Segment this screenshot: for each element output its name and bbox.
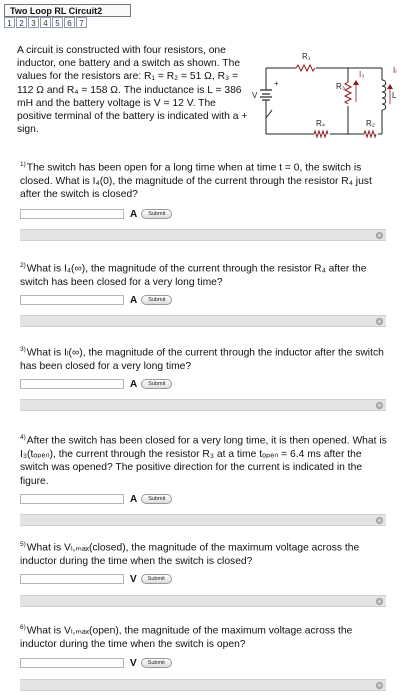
label-v: V (252, 91, 258, 100)
tab-2[interactable]: 2 (16, 17, 27, 28)
question-text: What is Vₗ,ₘₐₓ(open), the magnitude of the maximum voltage across the inductor during the time when the switch is open? (20, 625, 353, 650)
circuit-diagram (252, 48, 402, 150)
tab-3[interactable]: 3 (28, 17, 39, 28)
answer-input[interactable] (20, 658, 124, 668)
question-number: 5) (20, 541, 26, 548)
unit-label: V (130, 573, 137, 585)
question-5 (20, 538, 390, 568)
question-2 (20, 259, 390, 289)
answer-input[interactable] (20, 209, 124, 219)
answer-row-1 (20, 208, 172, 220)
submit-button[interactable]: Submit (141, 295, 172, 305)
expand-icon[interactable]: + (376, 598, 383, 605)
answer-row-5 (20, 573, 172, 585)
expand-icon[interactable]: + (376, 402, 383, 409)
question-tabs (4, 17, 88, 28)
answer-row-4 (20, 493, 172, 505)
tab-5[interactable]: 5 (52, 17, 63, 28)
problem-statement: A circuit is constructed with four resistors, one inductor, one battery and a switch as shown. The values for the resistors are: R₁ = R₂ = 51 Ω, R₃ = 112 Ω and R₄ = 158 Ω. The inductance is L = 386 mH and the battery voltage is V = 12 V. The positive terminal of the battery is indicated with a + sign. (17, 45, 248, 136)
answer-input[interactable] (20, 574, 124, 584)
answer-input[interactable] (20, 494, 124, 504)
unit-label: V (130, 657, 137, 669)
expand-icon[interactable]: + (376, 682, 383, 689)
hint-bar[interactable] (20, 229, 386, 241)
unit-label: A (130, 208, 138, 220)
answer-row-3 (20, 378, 172, 390)
question-number: 6) (20, 624, 26, 631)
answer-row-6 (20, 657, 172, 669)
label-plus: + (274, 79, 279, 88)
question-1 (20, 158, 390, 202)
question-number: 1) (20, 161, 26, 168)
submit-button[interactable]: Submit (141, 209, 172, 219)
tab-4[interactable]: 4 (40, 17, 51, 28)
submit-button[interactable]: Submit (141, 574, 172, 584)
tab-6[interactable]: 6 (64, 17, 75, 28)
unit-label: A (130, 378, 138, 390)
question-4 (20, 431, 390, 488)
label-r2: R₂ (366, 119, 375, 128)
submit-button[interactable]: Submit (141, 494, 172, 504)
question-3 (20, 343, 390, 373)
expand-icon[interactable]: + (376, 318, 383, 325)
hint-bar[interactable] (20, 399, 386, 411)
label-i3: I₃ (359, 70, 365, 79)
label-il: Iₗ (393, 66, 397, 75)
question-number: 4) (20, 434, 26, 441)
unit-label: A (130, 294, 138, 306)
submit-button[interactable]: Submit (141, 658, 172, 668)
hint-bar[interactable] (20, 595, 386, 607)
hint-bar[interactable] (20, 679, 386, 691)
hint-bar[interactable] (20, 514, 386, 526)
tab-7[interactable]: 7 (76, 17, 87, 28)
label-r1: R₁ (302, 52, 311, 61)
hint-bar[interactable] (20, 315, 386, 327)
question-text: The switch has been open for a long time when at time t = 0, the switch is closed. What is I₄(0), the magnitude of the current through the resistor R₄ just after the switch is closed? (20, 162, 372, 201)
expand-icon[interactable]: + (376, 232, 383, 239)
question-number: 3) (20, 346, 26, 353)
label-r3: R₃ (336, 82, 346, 91)
submit-button[interactable]: Submit (141, 379, 172, 389)
question-number: 2) (20, 262, 26, 269)
question-text: What is Iₗ(∞), the magnitude of the current through the inductor after the switch has been closed for a very long time? (20, 347, 384, 372)
label-r4: R₄ (316, 119, 326, 128)
label-l: L (392, 91, 397, 100)
question-text: What is Vₗ,ₘₐₓ(closed), the magnitude of the maximum voltage across the inductor during the time when the switch is closed? (20, 542, 360, 567)
question-text: After the switch has been closed for a very long time, it is then opened. What is I₃(tₒₚₑₙ), the current through the resistor R₃ at a time tₒₚₑₙ = 6.4 ms after the switch was opened? The positive direction for the current is indicated in the figure. (20, 435, 387, 487)
answer-input[interactable] (20, 295, 124, 305)
question-text: What is I₄(∞), the magnitude of the current through the resistor R₄ after the switch has been closed for a very long time? (20, 263, 367, 288)
window-title: Two Loop RL Circuit2 (4, 4, 131, 17)
answer-row-2 (20, 294, 172, 306)
answer-input[interactable] (20, 379, 124, 389)
unit-label: A (130, 493, 138, 505)
question-6 (20, 621, 390, 651)
tab-1[interactable]: 1 (4, 17, 15, 28)
expand-icon[interactable]: + (376, 517, 383, 524)
